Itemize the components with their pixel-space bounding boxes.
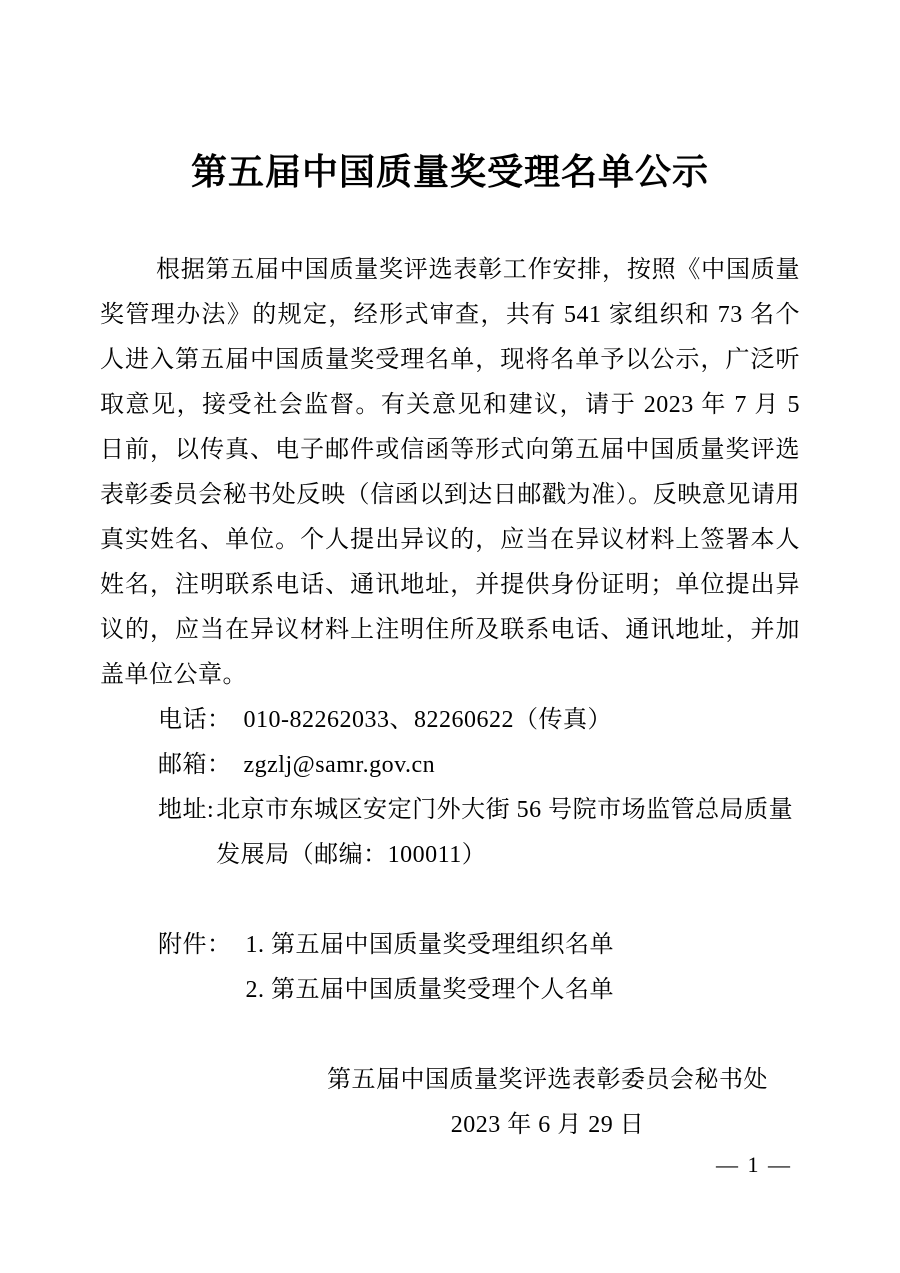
attachments-label: 附件： bbox=[158, 932, 232, 958]
email-value: zgzlj@samr.gov.cn bbox=[243, 752, 436, 778]
address-line-2: 发展局（邮编：100011） bbox=[216, 842, 487, 868]
document-body bbox=[100, 248, 800, 1013]
page-number: — 1 — bbox=[716, 1152, 792, 1177]
email-label: 邮箱： bbox=[158, 752, 232, 778]
body-paragraph: 根据第五届中国质量奖评选表彰工作安排，按照《中国质量奖管理办法》的规定，经形式审查，共有 541 家组织和 73 名个人进入第五届中国质量奖受理名单，现将名单予以公示，广泛听取意见，接受社会监督。有关意见和建议，请于 2023 年 7 月 5 日前，以传真、电子邮件或信函等形式向第五届中国质量奖评选表彰委员会秘书处反映（信函以到达日邮戳为准）。反映意见请用真实姓名、单位。个人提出异议的，应当在异议材料上签署本人姓名，注明联系电话、通讯地址，并提供身份证明；单位提出异议的，应当在异议材料上注明住所及联系电话、通讯地址，并加盖单位公章。 bbox=[100, 257, 800, 688]
signature-org: 第五届中国质量奖评选表彰委员会秘书处 bbox=[327, 1067, 768, 1093]
address-label: 地址: bbox=[158, 797, 215, 823]
attachments-section bbox=[100, 923, 800, 1013]
attachments-list bbox=[246, 923, 615, 1013]
signature-block bbox=[327, 1058, 768, 1148]
attachment-item: 1. 第五届中国质量奖受理组织名单 bbox=[245, 932, 614, 958]
address-line bbox=[100, 788, 800, 878]
signature-date: 2023 年 6 月 29 日 bbox=[450, 1112, 645, 1138]
phone-line bbox=[100, 698, 800, 743]
phone-value: 010-82262033、82260622（传真） bbox=[243, 707, 612, 733]
attachment-item: 2. 第五届中国质量奖受理个人名单 bbox=[245, 977, 614, 1003]
address-value bbox=[216, 788, 793, 878]
phone-label: 电话： bbox=[158, 707, 232, 733]
document-title: 第五届中国质量奖受理名单公示 bbox=[190, 152, 709, 192]
email-line bbox=[100, 743, 800, 788]
address-line-1: 北京市东城区安定门外大街 56 号院市场监管总局质量 bbox=[216, 797, 794, 823]
